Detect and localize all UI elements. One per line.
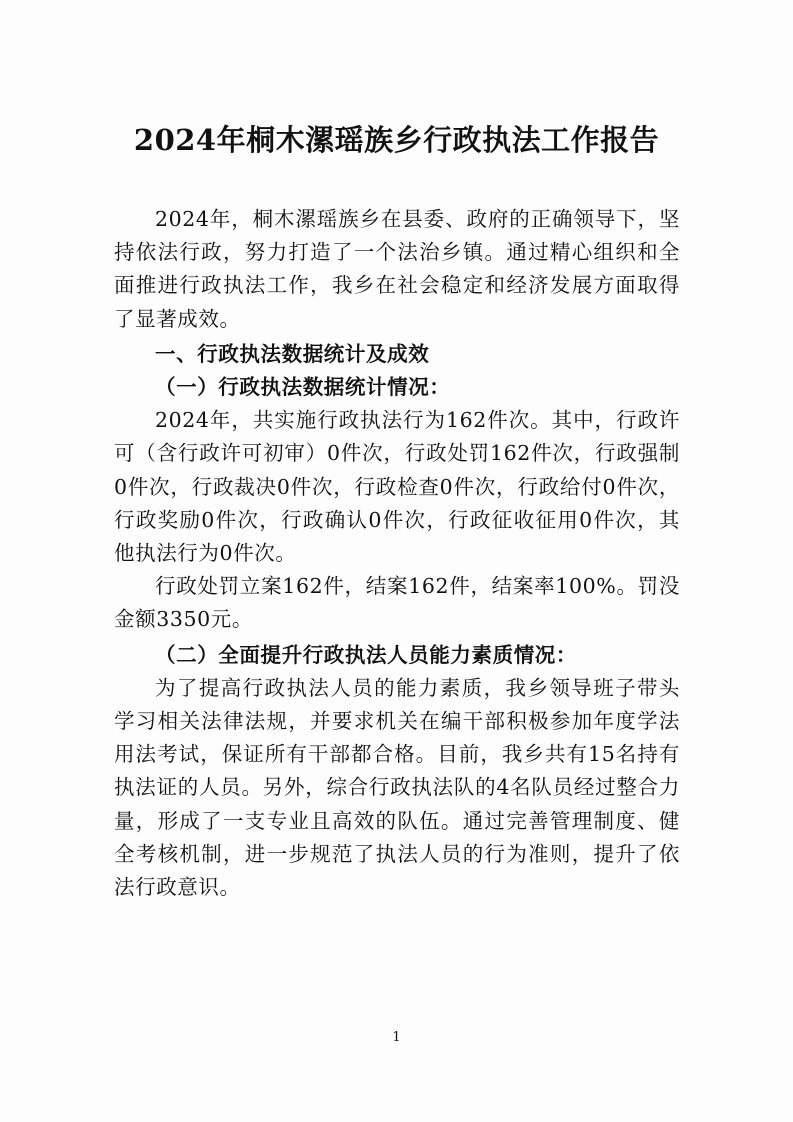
penalty-cases-paragraph: 行政处罚立案162件，结案162件，结案率100%。罚没金额3350元。 [114, 574, 680, 632]
page-number: 1 [392, 1030, 401, 1045]
enforcement-statistics-paragraph: 2024年，共实施行政执法行为162件次。其中，行政许可（含行政许可初审）0件次，行政处罚162件次，行政强制0件次，行政裁决0件次，行政检查0件次，行政给付0件次，行政奖励0件次，行政确认0件次，行政征收征用0件次，其他执法行为0件次。 [114, 408, 680, 566]
section-1-heading: 一、行政执法数据统计及成效 [155, 341, 430, 366]
intro-paragraph: 2024年，桐木漯瑶族乡在县委、政府的正确领导下，坚持依法行政，努力打造了一个法治乡镇。通过精心组织和全面推进行政执法工作，我乡在社会稳定和经济发展方面取得了显著成效。 [114, 207, 680, 331]
subsection-1-heading: （一）行政执法数据统计情况： [155, 375, 451, 400]
personnel-capability-paragraph: 为了提高行政执法人员的能力素质，我乡领导班子带头学习相关法律法规，并要求机关在编干部积极参加年度学法用法考试，保证所有干部都合格。目前，我乡共有15名持有执法证的人员。另外，综合行政执法队的4名队员经过整合力量，形成了一支专业且高效的队伍。通过完善管理制度、健全考核机制，进一步规范了执法人员的行为准则，提升了依法行政意识。 [114, 675, 680, 900]
document-title: 2024年桐木漯瑶族乡行政执法工作报告 [133, 123, 660, 157]
document-body [114, 203, 680, 904]
subsection-2-heading: （二）全面提升行政执法人员能力素质情况： [155, 642, 577, 667]
